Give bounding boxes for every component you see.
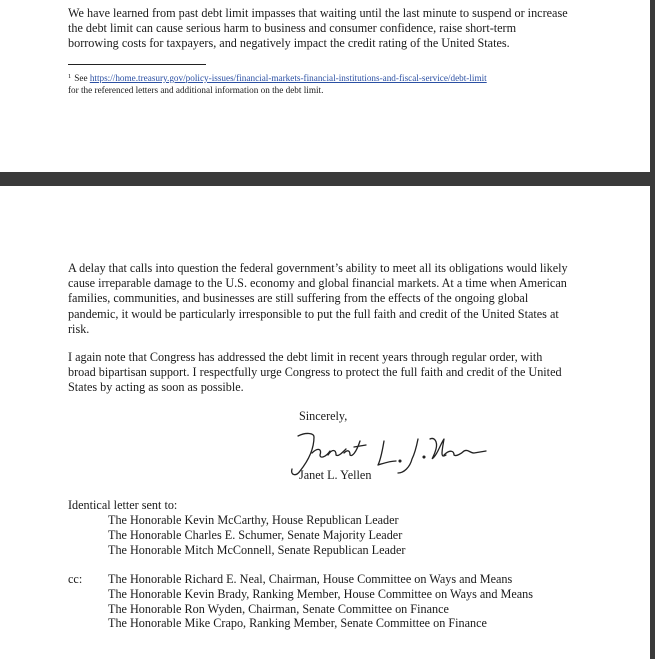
- cc-recipient-line: The Honorable Ron Wyden, Chairman, Senate Committee on Finance: [108, 601, 449, 616]
- identical-letter-label: Identical letter sent to:: [68, 498, 178, 512]
- footnote-marker: 1: [68, 73, 72, 80]
- closing-salutation: Sincerely,: [299, 409, 348, 423]
- paragraph-congress-note: I again note that Congress has addressed the debt limit in recent years through regular order, with broad bipartisan support. I respectfully urge Congress to protect the full faith and credit of the United States by acting as soon as possible.: [68, 350, 562, 395]
- footnote-prefix: See: [74, 73, 88, 83]
- cc-recipient-line: The Honorable Mike Crapo, Ranking Member, Senate Committee on Finance: [108, 616, 487, 631]
- footnote-suffix: for the referenced letters and additional information on the debt limit.: [68, 85, 324, 95]
- cc-recipient-line: The Honorable Richard E. Neal, Chairman, House Committee on Ways and Means: [108, 572, 513, 586]
- recipient-line: The Honorable Mitch McConnell, Senate Republican Leader: [108, 542, 406, 557]
- recipient-line: The Honorable Kevin McCarthy, House Republican Leader: [108, 513, 399, 527]
- cc-recipient-line: The Honorable Kevin Brady, Ranking Member, House Committee on Ways and Means: [108, 586, 534, 601]
- paragraph-debt-impasses: We have learned from past debt limit impasses that waiting until the last minute to suspend or increase the debt limit can cause serious harm to business and consumer confidence, raise short-term borrowing costs for taxpayers, and negatively impact the credit rating of the United States.: [68, 6, 568, 51]
- paragraph-delay-risk: A delay that calls into question the federal government’s ability to meet all its obligations would likely cause irreparable damage to the U.S. economy and global financial markets. At a time when American families, communities, and businesses are still suffering from the effects of the ongoing global pandemic, it would be particularly irresponsible to put the full faith and credit of the United States at risk.: [68, 261, 568, 336]
- footnote: [68, 71, 588, 96]
- footnote-divider: [68, 64, 206, 65]
- document-page-2: [0, 186, 650, 659]
- footnote-link[interactable]: https://home.treasury.gov/policy-issues/financial-markets-financial-institutions-and-fiscal-service/debt-limit: [89, 73, 487, 83]
- identical-recipient-list: [108, 513, 405, 557]
- recipient-line: The Honorable Charles E. Schumer, Senate Majority Leader: [108, 527, 403, 542]
- signer-name: Janet L. Yellen: [299, 468, 372, 482]
- cc-label: cc:: [68, 572, 83, 586]
- cc-recipient-list: [108, 572, 533, 631]
- document-page-1: [0, 0, 650, 172]
